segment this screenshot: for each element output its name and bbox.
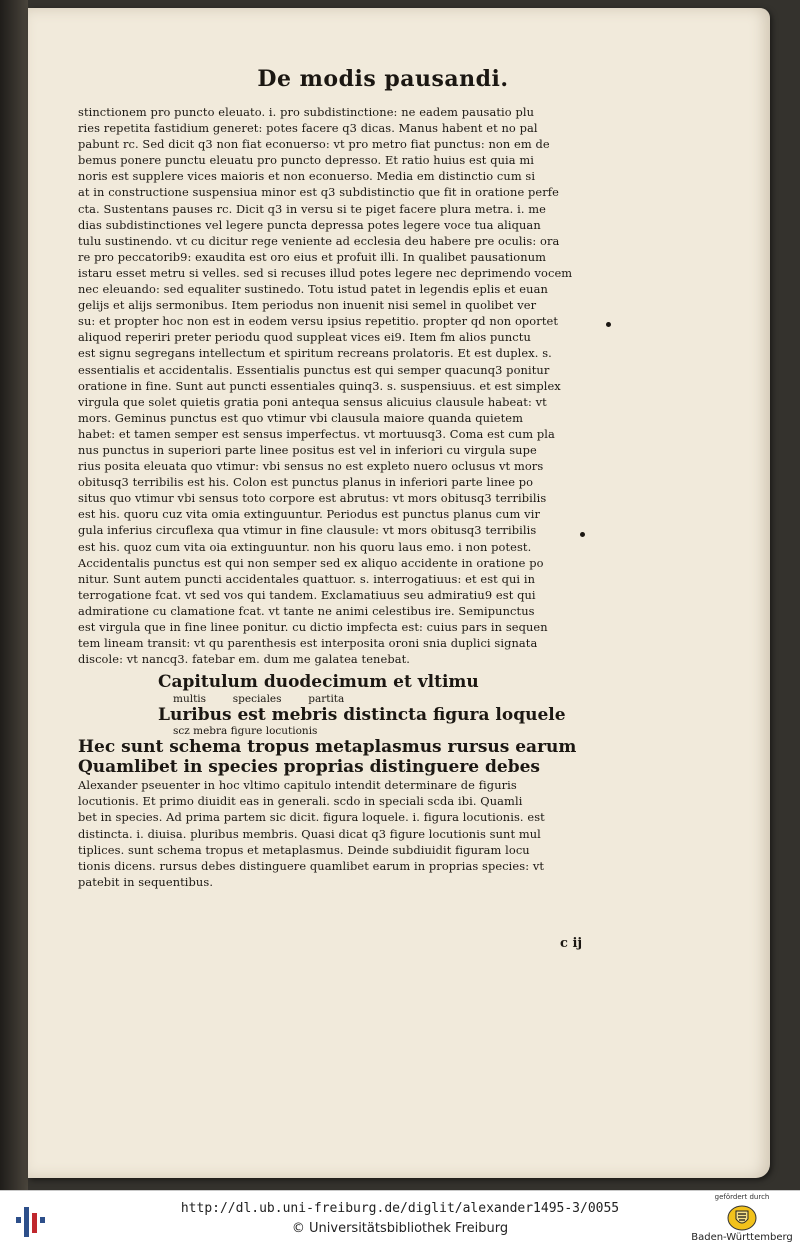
margin-dot [580,532,585,537]
commentary-line: distincta. i. diuisa. pluribus membris. Quasi dicat q3 figure locutionis sunt mul [78,826,541,841]
bw-crest-icon [727,1205,757,1231]
text-line: virgula que solet quietis gratia poni antequa sensus alicuius clausule habeat: vt [78,394,547,409]
copyright-text: © Universitätsbibliothek Freiburg [291,1221,509,1236]
text-line: at in constructione suspensiua minor est q3 subdistinctio que fit in oratione perfe [78,185,559,200]
ub-freiburg-logo-icon [14,1199,48,1239]
commentary-line: tiplices. sunt schema tropus et metaplasmus. Deinde subdiuidit figuram locu [78,842,530,857]
body-text [78,104,618,667]
commentary-text [78,777,618,890]
sponsor-name: Baden-Württemberg [691,1232,793,1243]
commentary-line: bet in species. Ad prima partem sic dicit. figura loquele. i. figura locutionis. est [78,810,545,825]
interlinear-gloss: multis speciales partita [173,693,345,706]
commentary-line: patebit in sequentibus. [78,874,214,889]
text-line: cta. Sustentans pauses rc. Dicit q3 in versu si te piget facere plura metra. i. me [78,201,547,216]
binding-shadow [0,0,28,1190]
text-line: tem lineam transit: vt qu parenthesis est interposita oroni snia duplici signata [78,636,538,651]
text-line: oratione in fine. Sunt aut puncti essentiales quinq3. s. suspensiuus. et est simplex [78,378,561,393]
text-line: Accidentalis punctus est qui non semper sed ex aliquo accidente in oratione po [78,555,544,570]
text-line: gelijs et alijs sermonibus. Item periodus non inuenit nisi semel in quolibet ver [78,298,537,313]
signature-mark: c ij [560,936,583,951]
text-line: su: et propter hoc non est in eodem versu ipsius repetitio. propter qd non oportet [78,314,559,329]
commentary-line: tionis dicens. rursus debes distinguere quamlibet earum in proprias species: vt [78,858,545,873]
text-line: nus punctus in superiori parte linee positus est vel in inferiori cu virgula supe [78,442,537,457]
permalink-url[interactable]: http://dl.ub.uni-freiburg.de/diglit/alexander1495-3/0055 [180,1201,620,1216]
text-line: mors. Geminus punctus est quo vtimur vbi clausula maiore quanda quietem [78,410,524,425]
text-line: essentialis et accidentalis. Essentialis punctus est qui semper quacunq3 ponitur [78,362,550,377]
text-line: noris est supplere vices maioris et non econuerso. Media em distinctio cum si [78,169,536,184]
text-line: stinctionem pro puncto eleuato. i. pro subdistinctione: ne eadem pausatio plu [78,105,535,119]
text-line: nec eleuando: sed equaliter sustinedo. Totu istud patet in legendis eplis et euan [78,282,548,297]
text-line: istaru esset metru si velles. sed si recuses illud potes legere nec deprimendo vocem [78,265,573,280]
verse-line: Luribus est mebris distincta figura loquele [158,705,566,726]
text-line: ries repetita fastidium generet: potes facere q3 dicas. Manus habent et no pal [78,121,538,136]
text-line: re pro peccatorib9: exaudita est oro eius et profuit illi. In qualibet pausationum [78,249,547,264]
text-line: est his. quoru cuz vita omia extinguuntur. Periodus est punctus planus cum vir [78,507,540,522]
margin-dot [606,322,611,327]
interlinear-gloss: scz mebra figure locutionis [173,725,318,738]
text-line: aliquod reperiri preter periodu quod suppleat vices ei9. Item fm alios punctu [78,330,531,345]
text-line: est his. quoz cum vita oia extinguuntur. non his quoru laus emo. i non potest. [78,539,532,554]
verse-line: Quamlibet in species proprias distinguere debes [78,757,540,778]
text-line: est signu segregans intellectum et spiritum recreans prolatoris. Et est duplex. s. [78,346,552,361]
text-line: dias subdistinctiones vel legere puncta depressa potes legere voce tua aliquan [78,217,541,232]
chapter-heading: Capitulum duodecimum et vltimu [158,672,479,693]
text-line: rius posita eleuata quo vtimur: vbi sensus no est expleto nuero oclusus vt mors [78,459,544,474]
text-line: discole: vt nancq3. fatebar em. dum me galatea tenebat. [78,652,411,667]
text-line: bemus ponere punctu eleuatu pro puncto depresso. Et ratio huius est quia mi [78,153,535,168]
running-head: De modis pausandi. [257,66,509,92]
footer-bar [0,1190,800,1247]
sponsor-label: gefördert durch [714,1193,770,1201]
verse-line: Hec sunt schema tropus metaplasmus rursus earum [78,737,577,758]
text-line: tulu sustinendo. vt cu dicitur rege veniente ad ecclesia deu habere pre oculis: ora [78,233,560,248]
sponsor-block [690,1193,794,1245]
text-line: obitusq3 terribilis est his. Colon est punctus planus in inferiori parte linee po [78,475,534,490]
text-line: nitur. Sunt autem puncti accidentales quattuor. s. interrogatiuus: et est qui in [78,571,536,586]
manuscript-page [28,8,770,1178]
commentary-line: Alexander pseuenter in hoc vltimo capitulo intendit determinare de figuris [78,778,517,793]
text-line: terrogatione fcat. vt sed vos qui tandem. Exclamatiuus seu admiratiu9 est qui [78,587,536,602]
text-block [78,66,618,890]
text-line: situs quo vtimur vbi sensus toto corpore est abrutus: vt mors obitusq3 terribilis [78,491,547,506]
text-line: admiratione cu clamatione fcat. vt tante ne animi celestibus ire. Semipunctus [78,603,535,618]
text-line: habet: et tamen semper est sensus imperfectus. vt mortuusq3. Coma est cum pla [78,426,555,441]
text-line: gula inferius circuflexa qua vtimur in fine clausule: vt mors obitusq3 terribilis [78,523,537,538]
text-line: pabunt rc. Sed dicit q3 non fiat econuerso: vt pro metro fiat punctus: non em de [78,137,550,152]
commentary-line: locutionis. Et primo diuidit eas in generali. scdo in speciali scda ibi. Quamli [78,794,523,809]
text-line: est virgula que in fine linee ponitur. cu dictio impfecta est: cuius pars in sequen [78,620,548,634]
